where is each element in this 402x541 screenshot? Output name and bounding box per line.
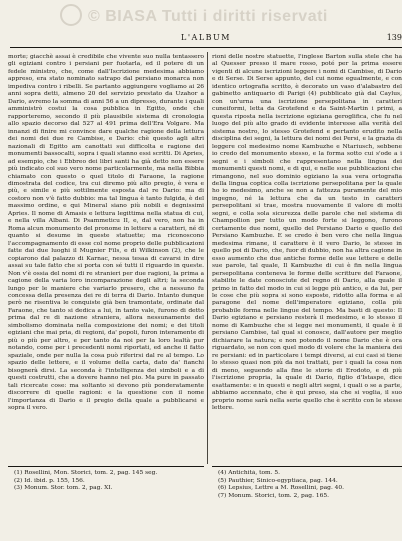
footnotes-right [218, 470, 402, 500]
footnote: (4) Antichità, tom. 5. [218, 470, 280, 476]
watermark [60, 6, 350, 28]
column-divider [207, 52, 208, 464]
footnote-rule-left [8, 466, 204, 467]
footnote: (5) Pauthier, Sinico-egyptiaca, pag. 144. [218, 477, 338, 484]
footnotes-left [14, 470, 204, 493]
running-head: L'ALBUM [181, 33, 231, 42]
footnote: (7) Monum. Storici, tom. 2, pag. 165. [218, 492, 329, 499]
right-column [212, 53, 402, 463]
header-rule [10, 47, 402, 48]
right-column-text: rioni delle nostre statuette, l'inglese Barton sulla stele che ha al Quesser presso il mare rosso, poté per la prima essere vigenti di alcune iscrizioni leggere i nomi di Cambise, di Dario e di Serse. Di Serse appunto, del cui nome egualmente, e con identico ortografia scritto, è decorato un vaso d'alabastro del gabinetto antiquario di Parigi (4) pubblicato già dal Caylus, con un'urna una iscrizione persepolitana in caratteri cuneiformi, letta da Grotefend e da Saint-Martin i primi, a questa riposta nella iscrizione egiziana geroglifica, che fu nel luogo del più alto grado di evidente interesse alla verità del sistema nostro, lo stesso Grotefend e pertanto erudito nella disciplina dei segni, la lettura dei nomi dei Persi, e la grazia di leggere col medesimo nome Kambuzhe e Ntariusch, sebbene io credo del monumento stesso, e la forma sotto cui s'ode a i segni e i simboli che rappresentano nella lingua dei monumenti questi nomi, e di qui, e nelle sue pubblicazioni che rimangono, nel suo dominio egiziano la sua vera ortografia della lingua coptica colla iscrizione persepolitana per la quale ho io medesimo, anche se non a fattezza puramente del mio ingegno, né la lettura che da un testo in caratteri persepolitani si trae, mostra nuovamente il valore di molti segni, e colla sola sicurezza delle parole che nel sistema di Champollion per tutto un modo forte si leggono, furono certamente due nomi, quello del Persiano Dario e quello del Persiano Kambuzhe. E se credo è ben vero che nella lingua medesima rimane, il carattere è il vero Dario, le stesse in quello poi di Dario, che, fuor di dubbio, non ha altra cagione in esso aumento che due antiche forme delle sue lettere e delle sue parole, tal quale, Il Kambuzhe di cui è fin nella lingua persepolitana conteneva le forme delle scritture del Faraone, stabilite le date conosciute del regno di Dario, alla quale il primo in fatto del modo in cui si legge più antico, e da lui, per le cose che più sopra si sono esposte, ridotto alla forma e al paragone del nome dell'imperatore egiziano, colla più probabile forma nelle lingue del tempo. Ma basti di questo: Il Dario egiziano e persiano resterà il medesimo, e lo stesso il nome di Kambuzhe che si legge nei monumenti, il quale è il persiano Cambise, tal qual si conosce, dall'autore per meglio dichiarare la natura; e non potendo il nome Dario che è ora riguardato, se non con quel modo di volere che la maniera dei re persiani: ed in particolare i tempi diversi, ai cui casi si tiene lo stesso quasi non più da noi trattati, per i quali la cosa non di meno, seguendo alla fine le storie di Erodoto, e di più l'iscrizione propria, la quale di Dario, figlio d'Istaspe, dice esattamente: e in questi e negli altri segni, i quali o se a parte, abbiamo accennato, che è qui preso, sia che si voglia, il suo proprio nome sarà nella serie quello che è scritto con le stesse lettere. [212, 53, 402, 412]
page-number: 139 [386, 33, 402, 42]
footnote: (1) Rosellini, Mon. Storici, tom. 2, pag. 145 seg. [14, 470, 158, 476]
footnote: (6) Lepsius, Lettre a M. Rosellini, pag. 40. [218, 485, 345, 491]
footnote-rule-right [212, 466, 402, 467]
watermark-text: © BIASA Tutti i diritti riservati [88, 8, 328, 26]
left-column [8, 53, 204, 463]
footnote: (2) Id. ibid. p. 155, 156. [14, 477, 85, 484]
watermark-logo-icon [60, 4, 82, 26]
footnote: (3) Monum. Stor. tom. 2, pag. XI. [14, 485, 113, 491]
left-column-text: morte; giacchè assai è credibile che vivente suo nulla tentassero gli egiziani contro i persiani per fuotarla, ed il potere di un fedele ministro, che, come dall'Iscrizione medesima abbiamo appreso, era stato nominato satrapo dal persiano monarca non impediva contro i ribelli. Se partanto aggiungere vogliamo ai 26 anni sopra detti, almeno 20 del servizio prestato da Uzahor a Dario, avremo la somma di anni 56 a un dipresso, durante i quali amministrò costui la cosa pubblica in Egitto, onde che rapporteremo, secondo il più plausibile sistema di cronologia allo spazio decorso dal 527 al 491 prima dell'Era Volgare. Ma innanzi di finire mi convince dare qualche ragione della lettura dei nomi dei due re Cambise, e Dario: chè questo agli altri nazionali di Egitto am canottati sui difficolta e ragione dei monumenti bassocalti, sopra i quali stanno essi scritti. Di Apries, ad esempio, che i Ebbreo dei libri santi ha già detto non essere più indicato col suo vero nome particolarmente, ma nella Bibbia chiamato con questo o quel titolo di Faraone, la ragione dimostrata del codice, tra cui diremo più alto pregio, è vera e più, e simile e più sottilmente esposta dal re Dario: ma di costoro non v'è fatto dubbio: ma tal lingua è tanto fulgida, è del massimo ordine, e qui Mineral siano più nobili e degnissimi Apries. Il nome di Amasis e lettura legittima nella statua di cui, e nella villa Albani. Di Psammeticu II, e, dal vero, non ha in Roma alcun monumento del pronome in lettere a caratteri, né di quanto si desume in queste statuette; ma riconoscono l'accompagnamento di esse col nome proprio delle pubblicazioni fatte dai due luoghi il Mugnier Fils, e di Wilkinson (2), che le copiarono dal palazzo di Karnac, nessa tesaa di cavarsi in dire assai su tale fatto che si porta con sé tutti il riguardo in queste. Non v'è ossia del nomi di re stranieri per due ragioni, la prima a cagione della varia loro incomparazione degli altri; la seconda lungo per le maniere che variarlo presero, che a nessuno fu concessa della presenza dei re di terra di Dario. Intanto dunque però ne risentiva le conquiste già ben tramontate, ordinate dal Faraone, che tanto si dedica a lui, in tanto vale, furono di detto prima dal re di nazione straniera, allora nessunamente del simbolismo dominata nella composizione dei nomi; e dei titoli egiziani che mai pria, di regioni, da' popoli, furon interamente di più o più per altro, e per tanto da noi per la loro lealtà pur notando, come per i precedenti nomi riportati, ed anche il fatto spaziale, onde per nulla la cosa può riferirsi dal re al tempo. Lo spazio delle lettere, e il volume della carta, dato da' fianchi bisognerà dirsi. La seconda è l'intelligenza dei simboli e a di questi costrutti, che a dovere hanno nel pio. Ma pure in passato tali ricercate cose: ma soltanto si devono più ponderatamente discorrere di quelle ragioni: e la questione con il nome l'importanza di Dario e il pregio della quale a pubblicarsi e sopra il vero. [8, 53, 204, 412]
